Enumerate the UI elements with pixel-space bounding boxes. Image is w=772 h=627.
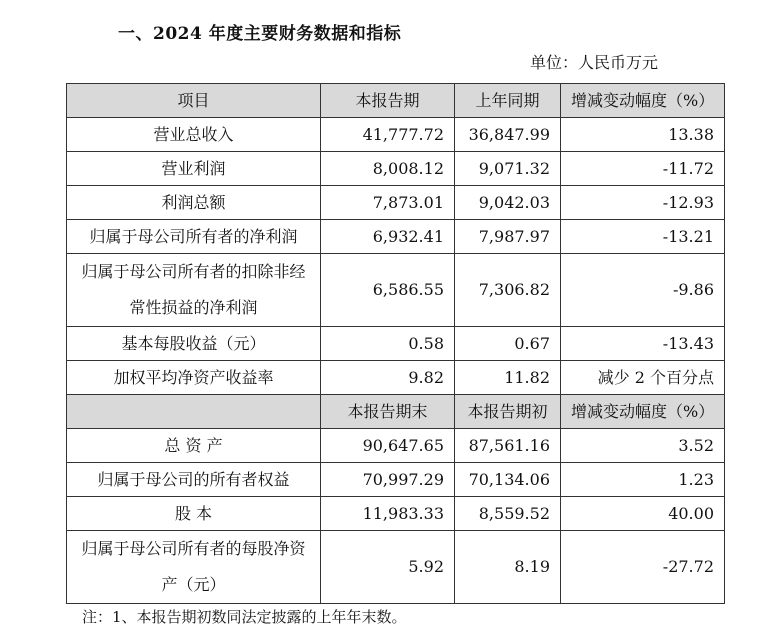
row-current: 5.92 [321,531,455,604]
row-change: -13.43 [561,327,725,361]
row-label: 归属于母公司所有者的净利润 [67,220,321,254]
row-current: 8,008.12 [321,152,455,186]
table-row [67,186,725,220]
row-prior: 87,561.16 [455,429,561,463]
table-row [67,497,725,531]
row-change: 减少 2 个百分点 [561,361,725,395]
row-label: 总 资 产 [67,429,321,463]
footnote: 注：1、本报告期初数同法定披露的上年年末数。 [82,608,407,626]
unit-label: 单位：人民币万元 [530,53,659,72]
row-label: 利润总额 [67,186,321,220]
row-label: 营业总收入 [67,118,321,152]
row-change: 40.00 [561,497,725,531]
row-current: 90,647.65 [321,429,455,463]
row-prior: 36,847.99 [455,118,561,152]
row-prior: 0.67 [455,327,561,361]
row-label: 加权平均净资产收益率 [67,361,321,395]
header-current: 本报告期 [321,84,455,118]
row-current: 9.82 [321,361,455,395]
row-prior: 70,134.06 [455,463,561,497]
row-prior: 8.19 [455,531,561,604]
row-prior: 9,042.03 [455,186,561,220]
row-current: 7,873.01 [321,186,455,220]
subheader-empty [67,395,321,429]
row-current: 11,983.33 [321,497,455,531]
section-heading: 一、2024 年度主要财务数据和指标 [118,24,402,44]
row-change: -13.21 [561,220,725,254]
row-prior: 9,071.32 [455,152,561,186]
row-current: 6,586.55 [321,254,455,327]
table-row [67,152,725,186]
row-label: 股 本 [67,497,321,531]
table-row [67,429,725,463]
table-row [67,463,725,497]
table-row [67,327,725,361]
row-change: 13.38 [561,118,725,152]
subheader-change: 增减变动幅度（%） [561,395,725,429]
row-label: 营业利润 [67,152,321,186]
table-row [67,254,725,327]
row-prior: 7,306.82 [455,254,561,327]
row-prior: 11.82 [455,361,561,395]
table-row [67,361,725,395]
row-change: -9.86 [561,254,725,327]
row-current: 41,777.72 [321,118,455,152]
row-label: 归属于母公司所有者的扣除非经常性损益的净利润 [67,254,321,327]
row-current: 6,932.41 [321,220,455,254]
row-label: 基本每股收益（元） [67,327,321,361]
table-row [67,220,725,254]
table-row [67,118,725,152]
header-item: 项目 [67,84,321,118]
row-label: 归属于母公司所有者的每股净资产（元） [67,531,321,604]
row-prior: 8,559.52 [455,497,561,531]
row-change: -12.93 [561,186,725,220]
header-prior: 上年同期 [455,84,561,118]
table-row [67,531,725,604]
row-current: 70,997.29 [321,463,455,497]
header-change: 增减变动幅度（%） [561,84,725,118]
table-header-row [67,84,725,118]
row-current: 0.58 [321,327,455,361]
subheader-current: 本报告期末 [321,395,455,429]
financial-data-table [66,83,725,604]
table-subheader-row [67,395,725,429]
row-label: 归属于母公司的所有者权益 [67,463,321,497]
row-change: -27.72 [561,531,725,604]
row-change: -11.72 [561,152,725,186]
subheader-prior: 本报告期初 [455,395,561,429]
row-change: 1.23 [561,463,725,497]
row-prior: 7,987.97 [455,220,561,254]
row-change: 3.52 [561,429,725,463]
